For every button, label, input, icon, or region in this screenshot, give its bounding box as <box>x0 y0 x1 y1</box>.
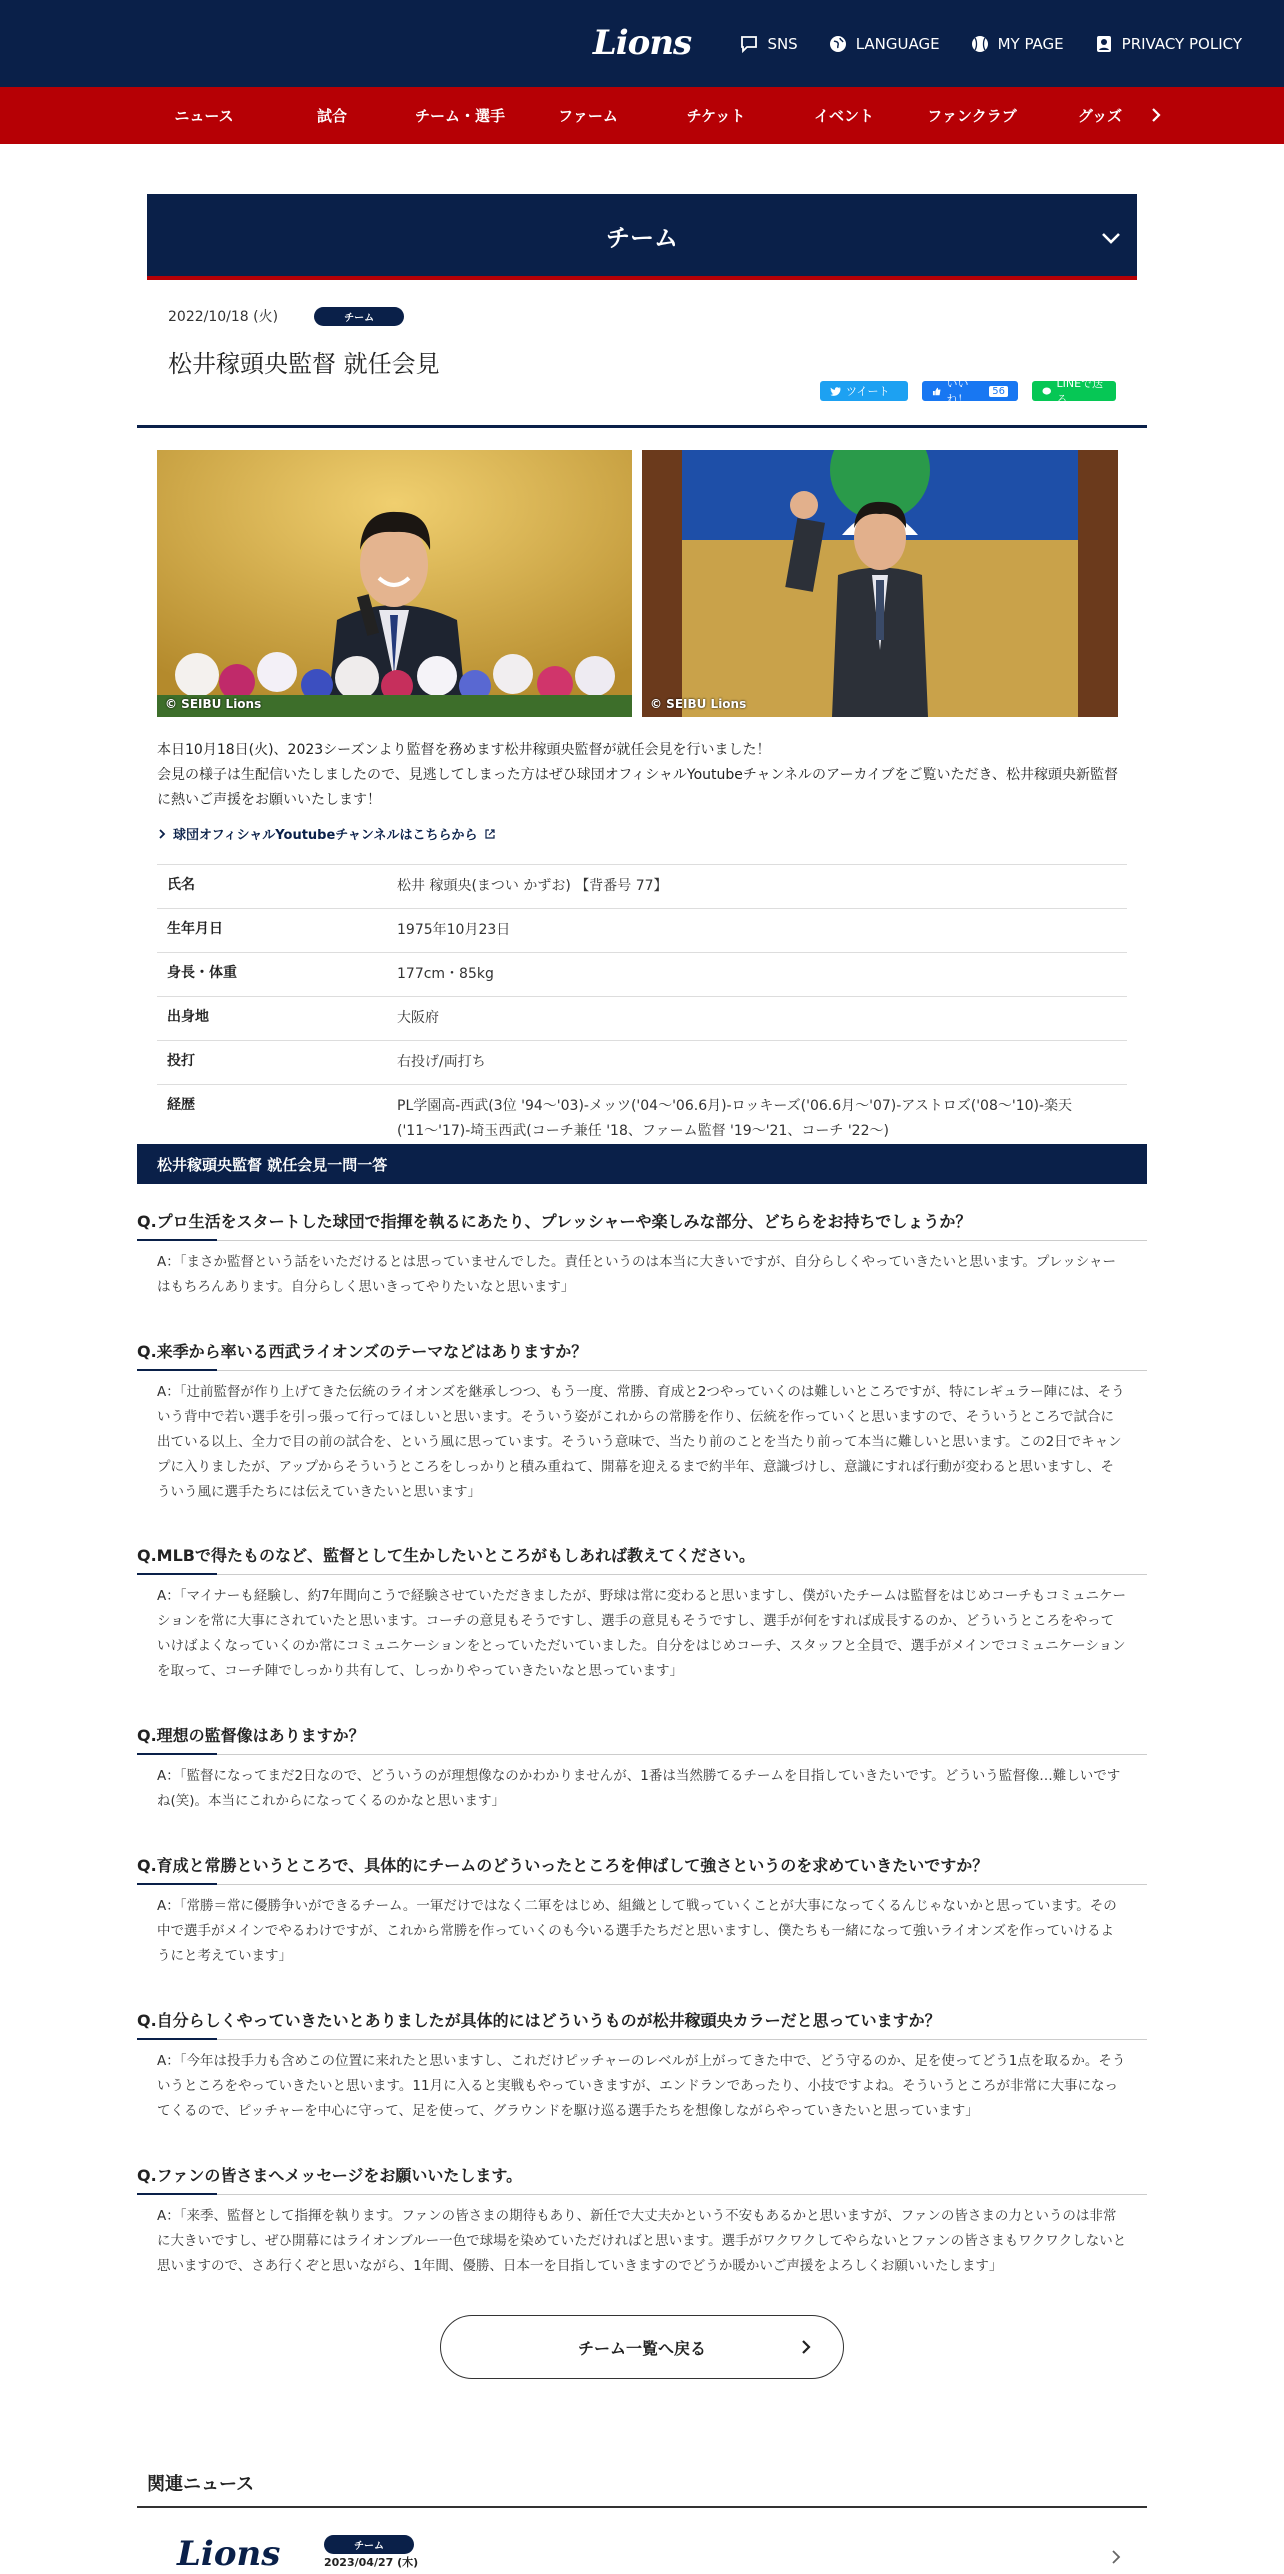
category-banner[interactable] <box>147 194 1137 280</box>
twitter-bird-icon <box>830 386 841 397</box>
title-divider <box>137 425 1147 428</box>
qa-heading: 松井稼頭央監督 就任会見一問一答 <box>137 1144 1147 1184</box>
id-badge-icon <box>1094 34 1114 54</box>
profile-row: 身長・体重 177cm・85kg <box>157 953 1127 997</box>
answer: A：「辻前監督が作り上げてきた伝統のライオンズを継承しつつ、もう一度、常勝、育成と2つやっていくのは難しいところですが、特にレギュラー陣には、そういう背中で若い選手を引っ張って行ってほしいと思います。そういう姿がこれからの常勝を作り、伝統を作っていくと思いますので、そういうところで試合に出ている以上、全力で目の前の試合を、という風に思っています。そういう意味で、当たり前のことを当たり前って本当に難しいと思います。この2日でキャンプに入りましたが、アップからそういうところをしっかりと積み重ねて、開幕を迎えるまで約半年、意識づけし、意識にすれば行動が変わると思いますし、そういう風に選手たちには伝えていきたいと思います」 <box>157 1384 1125 1500</box>
globe-icon <box>828 34 848 54</box>
nav-fanclub[interactable]: ファンクラブ <box>927 107 1017 125</box>
nav-events[interactable]: イベント <box>813 107 874 125</box>
facebook-like-button[interactable]: いいね！ 56 <box>922 381 1018 401</box>
article-meta <box>168 306 404 326</box>
article-date: 2022/10/18 (火) <box>168 309 279 325</box>
profile-row: 生年月日 1975年10月23日 <box>157 909 1127 953</box>
question: Q.MLBで得たものなど、監督として生かしたいところがもしあれば教えてください。 <box>137 1543 1147 1575</box>
question: Q.プロ生活をスタートした球団で指揮を執るにあたり、プレッシャーや楽しみな部分、どちらをお持ちでしょうか？ <box>137 1209 1147 1241</box>
question: Q.来季から率いる西武ライオンズのテーマなどはありますか？ <box>137 1339 1147 1371</box>
nav-tickets[interactable]: チケット <box>686 107 746 125</box>
chevron-down-icon[interactable] <box>1097 224 1125 252</box>
photo-credit: © SEIBU Lions <box>650 697 747 711</box>
question: Q.自分らしくやっていきたいとありましたが具体的にはどういうものが松井稼頭央カラーだと思っていますか？ <box>137 2008 1147 2040</box>
chevron-right-icon <box>1107 2548 1125 2566</box>
line-icon <box>1042 386 1051 397</box>
related-news-title: 関連ニュース <box>147 2474 255 2495</box>
photo-credit: © SEIBU Lions <box>165 697 262 711</box>
thumbs-up-icon <box>932 386 941 397</box>
answer: A：「今年は投手力も含めこの位置に来れたと思いますし、これだけピッチャーのレベルが上がってきた中で、どう守るのか、足を使ってどう1点を取るか。そういうところをやっていきたいと思います。11月に入ると実戦もやっていきますが、エンドランであったり、小技ですよね。そういうところが非常に大事になってくるので、ピッチャーを中心に守って、足を使って、グラウンドを駆け巡る選手たちを想像しながらやっていきたいと思っています」 <box>157 2053 1126 2119</box>
photo-press-conference <box>157 450 632 717</box>
nav-farm[interactable]: ファーム <box>558 107 618 125</box>
top-header <box>0 0 1284 87</box>
article-intro: 本日10月18日(火)、2023シーズンより監督を務めます松井稼頭央監督が就任会見を行いました！ 会見の様子は生配信いたしましたので、見逃してしまった方はぜひ球団オフィシャルYoutubeチャンネルのアーカイブをご覧いただき、松井稼頭央新監督に熱いご声援をお願いいたします！ <box>157 742 1118 808</box>
profile-row: 経歴 PL学園高-西武(3位 '94〜'03)-メッツ('04〜'06.6月)-ロッキーズ('06.6月〜'07)-アストロズ('08〜'10)-楽天('11〜'17)-埼玉西武(コーチ兼任 '18、ファーム監督 '19〜'21、コーチ '22〜) <box>157 1085 1127 1154</box>
nav-games[interactable]: 試合 <box>316 107 347 125</box>
answer: A：「常勝＝常に優勝争いができるチーム。一軍だけではなく二軍をはじめ、組織として戦っていくことが大事になってくるんじゃないかと思っています。その中で選手がメインでやるわけですが、これから常勝を作っていくのも今いる選手たちだと思いますし、僕たちも一緒になって強いライオンズを作っていけるようにと考えています」 <box>157 1898 1117 1964</box>
question: Q.理想の監督像はありますか？ <box>137 1723 1147 1755</box>
chevron-right-icon <box>797 2338 815 2356</box>
related-news-item[interactable] <box>137 2508 1147 2574</box>
back-to-team-list-button[interactable]: チーム一覧へ戻る <box>440 2315 844 2379</box>
privacy-policy-link[interactable]: PRIVACY POLICY <box>1094 34 1242 54</box>
nav-news[interactable]: ニュース <box>174 107 234 125</box>
sns-link[interactable]: SNS <box>739 34 797 54</box>
question: Q.育成と常勝というところで、具体的にチームのどういったところを伸ばして強さというのを求めていきたいですか？ <box>137 1853 1147 1885</box>
line-share-button[interactable]: LINEで送る <box>1032 381 1116 401</box>
article-title: 松井稼頭央監督 就任会見 <box>168 350 440 378</box>
lions-logo: Lions <box>177 2534 281 2574</box>
press-conference-illustration <box>157 450 632 717</box>
profile-row: 投打 右投げ/両打ち <box>157 1041 1127 1085</box>
profile-row: 出身地 大阪府 <box>157 997 1127 1041</box>
my-page-link[interactable]: MY PAGE <box>970 34 1064 54</box>
baseball-icon <box>970 34 990 54</box>
photo-fist-pump <box>642 450 1118 717</box>
profile-row: 氏名 松井 稼頭央(まつい かずお) 【背番号 77】 <box>157 865 1127 909</box>
question: Q.ファンの皆さまへメッセージをお願いいたします。 <box>137 2163 1147 2195</box>
like-count: 56 <box>989 386 1008 397</box>
banner-title: チーム <box>606 223 678 252</box>
share-buttons <box>820 377 1116 406</box>
chevron-right-icon[interactable] <box>1146 105 1166 125</box>
external-link-icon <box>484 828 496 840</box>
nav-goods[interactable]: グッズ <box>1077 107 1123 125</box>
category-badge: チーム <box>314 307 404 326</box>
chat-bubble-icon <box>739 34 759 54</box>
youtube-channel-link[interactable]: 球団オフィシャルYoutubeチャンネルはこちらから <box>157 824 496 843</box>
answer: A：「マイナーも経験し、約7年間向こうで経験させていただきましたが、野球は常に変わると思いますし、僕がいたチームは監督をはじめコーチもコミュニケーションを常に大事にされていたと思います。コーチの意見もそうですし、選手の意見もそうですし、選手が何をすれば成長するのか、どういうところをやっていけばよくなっていくのか常にコミュニケーションをとっていただいていました。自分をはじめコーチ、スタッフと全員で、選手がメインでコミュニケーションを取って、コーチ陣でしっかり共有して、しっかりやっていきたいなと思っています」 <box>157 1588 1127 1679</box>
tweet-button[interactable]: ツイート <box>820 381 908 401</box>
header-links <box>739 0 1242 87</box>
main-nav <box>0 87 1284 144</box>
related-date: 2023/04/27 (木) <box>324 2556 419 2569</box>
category-badge: チーム <box>324 2535 414 2554</box>
lions-logo[interactable]: Lions <box>592 23 692 63</box>
answer: A：「監督になってまだ2日なので、どういうのが理想像なのかわかりませんが、1番は当然勝てるチームを目指していきたいです。どういう監督像…難しいですね(笑)。本当にこれからになってくるのかなと思います」 <box>157 1768 1121 1809</box>
profile-table <box>157 864 1127 1154</box>
chevron-right-icon <box>157 829 167 839</box>
nav-team-players[interactable]: チーム・選手 <box>414 107 505 125</box>
fist-pump-illustration <box>642 450 1118 717</box>
answer: A：「来季、監督として指揮を執ります。ファンの皆さまの期待もあり、新任で大丈夫かという不安もあるかと思いますが、ファンの皆さまの力というのは非常に大きいですし、ぜひ開幕にはライオンブルー一色で球場を染めていただければと思います。選手がワクワクしてやらないとファンの皆さまもワクワクしないと思いますので、さあ行くぞと思いながら、1年間、優勝、日本一を目指していきますのでどうか暖かいご声援をよろしくお願いいたします」 <box>157 2208 1127 2274</box>
answer: A：「まさか監督という話をいただけるとは思っていませんでした。責任というのは本当に大きいですが、自分らしくやっていきたいと思います。プレッシャーはもちろんあります。自分らしく思いきってやりたいなと思います」 <box>157 1254 1116 1295</box>
language-link[interactable]: LANGUAGE <box>828 34 940 54</box>
